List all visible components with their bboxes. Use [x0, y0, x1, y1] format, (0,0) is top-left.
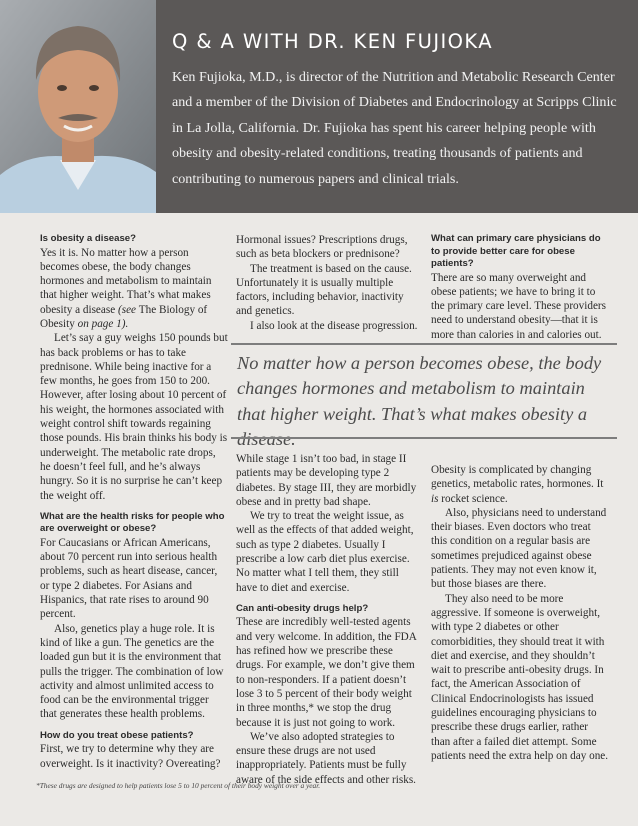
answer-paragraph — [431, 463, 609, 506]
column-3 — [431, 233, 609, 342]
reference-lead: (see — [117, 303, 139, 316]
question-heading: Can anti-obesity drugs help? — [236, 602, 369, 614]
portrait-illustration — [0, 0, 156, 213]
answer-paragraph: We’ve also adopted strategies to ensure these drugs are not used inappropriately. Patients must be fully aware of the side effects and other risks. — [236, 730, 416, 786]
answer-paragraph: They also need to be more aggressive. If someone is overweight, with type 2 diabetes or other comorbidities, they should treat it with diet and exercise, and they shouldn’t wait to prescribe anti-obesity drugs. In fact, the American Association of Clinical Endocrinologists has issued guidelines encouraging physicians to prescribe these drugs earlier, rather than after a failed diet attempt. Some patients need the extra help on day one. — [431, 592, 609, 762]
header-banner — [0, 0, 638, 213]
answer-paragraph: The treatment is based on the cause. Unfortunately it is usually multiple factors, including behavior, inactivity and genetics. — [236, 262, 412, 318]
answer-paragraph: First, we try to determine why they are overweight. Is it inactivity? Overeating? — [40, 743, 221, 770]
column-2 — [236, 233, 418, 333]
answer-paragraph: Hormonal issues? Prescriptions drugs, such as beta blockers or prednisone? — [236, 234, 408, 261]
reference-tail: on page 1). — [74, 317, 129, 330]
answer-paragraph: Let’s say a guy weighs 150 pounds but has back problems or has to take prednisone. While being inactive for a few months, he goes from 150 to 200. However, after losing about 10 percent of his weight, the hormones associated with weight control shift towards regaining those pounds. His brain thinks his body is underweight. The metabolic rate drops, he doesn’t feel full, and he’s always hungry. So it is no surprise he can’t keep the weight off. — [40, 332, 228, 502]
pull-quote-top-rule — [231, 343, 617, 345]
answer-paragraph: These are incredibly well-tested agents and very welcome. In addition, the FDA has refined how we prescribe these drugs. For example, we don’t give them to non-responders. If a patient doesn’t lose 3 to 5 percent of their body weight in three months,* we stop the drug because it is just not going to work. — [236, 616, 417, 729]
pull-quote-bottom-rule — [231, 437, 617, 439]
article-title: Q & A WITH DR. KEN FUJIOKA — [172, 30, 493, 53]
answer-paragraph: While stage 1 isn’t too bad, in stage II patients may be developing type 2 diabetes. By stage III, they are morbidly obese and in pretty bad shape. — [236, 453, 417, 508]
answer-paragraph: There are so many overweight and obese patients; we have to bring it to the primary care level. These providers need to understand obesity—that it is more than calories in and calories out. — [431, 271, 606, 341]
question-heading: What can primary care physicians do to provide better care for obese patients? — [431, 233, 601, 269]
question-heading: What are the health risks for people who are overweight or obese? — [40, 510, 225, 535]
answer-paragraph — [40, 246, 228, 332]
footnote: *These drugs are designed to help patients lose 5 to 10 percent of their body weight over a year. — [36, 781, 321, 790]
author-bio: Ken Fujioka, M.D., is director of the Nutrition and Metabolic Research Center and a member of the Division of Diabetes and Endocrinology at Scripps Clinic in La Jolla, California. Dr. Fujioka has spent his career helping people with obesity and obesity-related conditions, treating thousands of patients and contributing to numerous papers and clinical trials. — [172, 69, 617, 187]
answer-text: Yes it is. No matter how a person becomes obese, the body changes hormones and metabolism to maintain that higher weight. That’s what makes obesity a disease — [40, 246, 212, 316]
doctor-portrait-photo — [0, 0, 156, 213]
answer-paragraph: I also look at the disease progression. — [250, 319, 418, 332]
answer-paragraph: We try to treat the weight issue, as well as the effects of that added weight, such as type 2 diabetes. Usually I prescribe a low carb diet plus exercise. No matter what I tell them, they still have to diet and exercise. — [236, 510, 414, 594]
answer-text: Obesity is complicated by changing genetics, metabolic rates, hormones. It — [431, 464, 604, 491]
question-heading: Is obesity a disease? — [40, 233, 136, 244]
column-5 — [431, 463, 609, 763]
emphasis-text: is — [431, 492, 439, 505]
answer-paragraph: For Caucasians or African Americans, about 70 percent run into serious health problems, such as heart disease, cancer, or type 2 diabetes. For Asians and Hispanics, that rate rises to around 90 percent. — [40, 536, 218, 621]
column-4 — [236, 452, 419, 787]
answer-paragraph: Also, genetics play a huge role. It is kind of like a gun. The genetics are the loaded gun but it is the environment that pulls the trigger. The combination of low activity and almost unlimited access to food can be the environmental trigger that generates these health problems. — [40, 622, 224, 721]
reference-title: The Biology of Obesity — [40, 303, 208, 330]
answer-paragraph: Also, physicians need to understand their biases. Even doctors who treat this condition on a regular basis are sometimes prejudiced against obese patients. They may not even know it, but those biases are there. — [431, 506, 607, 591]
answer-text: rocket science. — [438, 492, 508, 505]
pull-quote — [231, 343, 617, 449]
column-1 — [40, 233, 228, 771]
pull-quote-text: No matter how a person becomes obese, the body changes hormones and metabolism to maintain that higher weight. That’s what makes obesity a disease. — [237, 353, 602, 449]
question-heading: How do you treat obese patients? — [40, 729, 194, 741]
